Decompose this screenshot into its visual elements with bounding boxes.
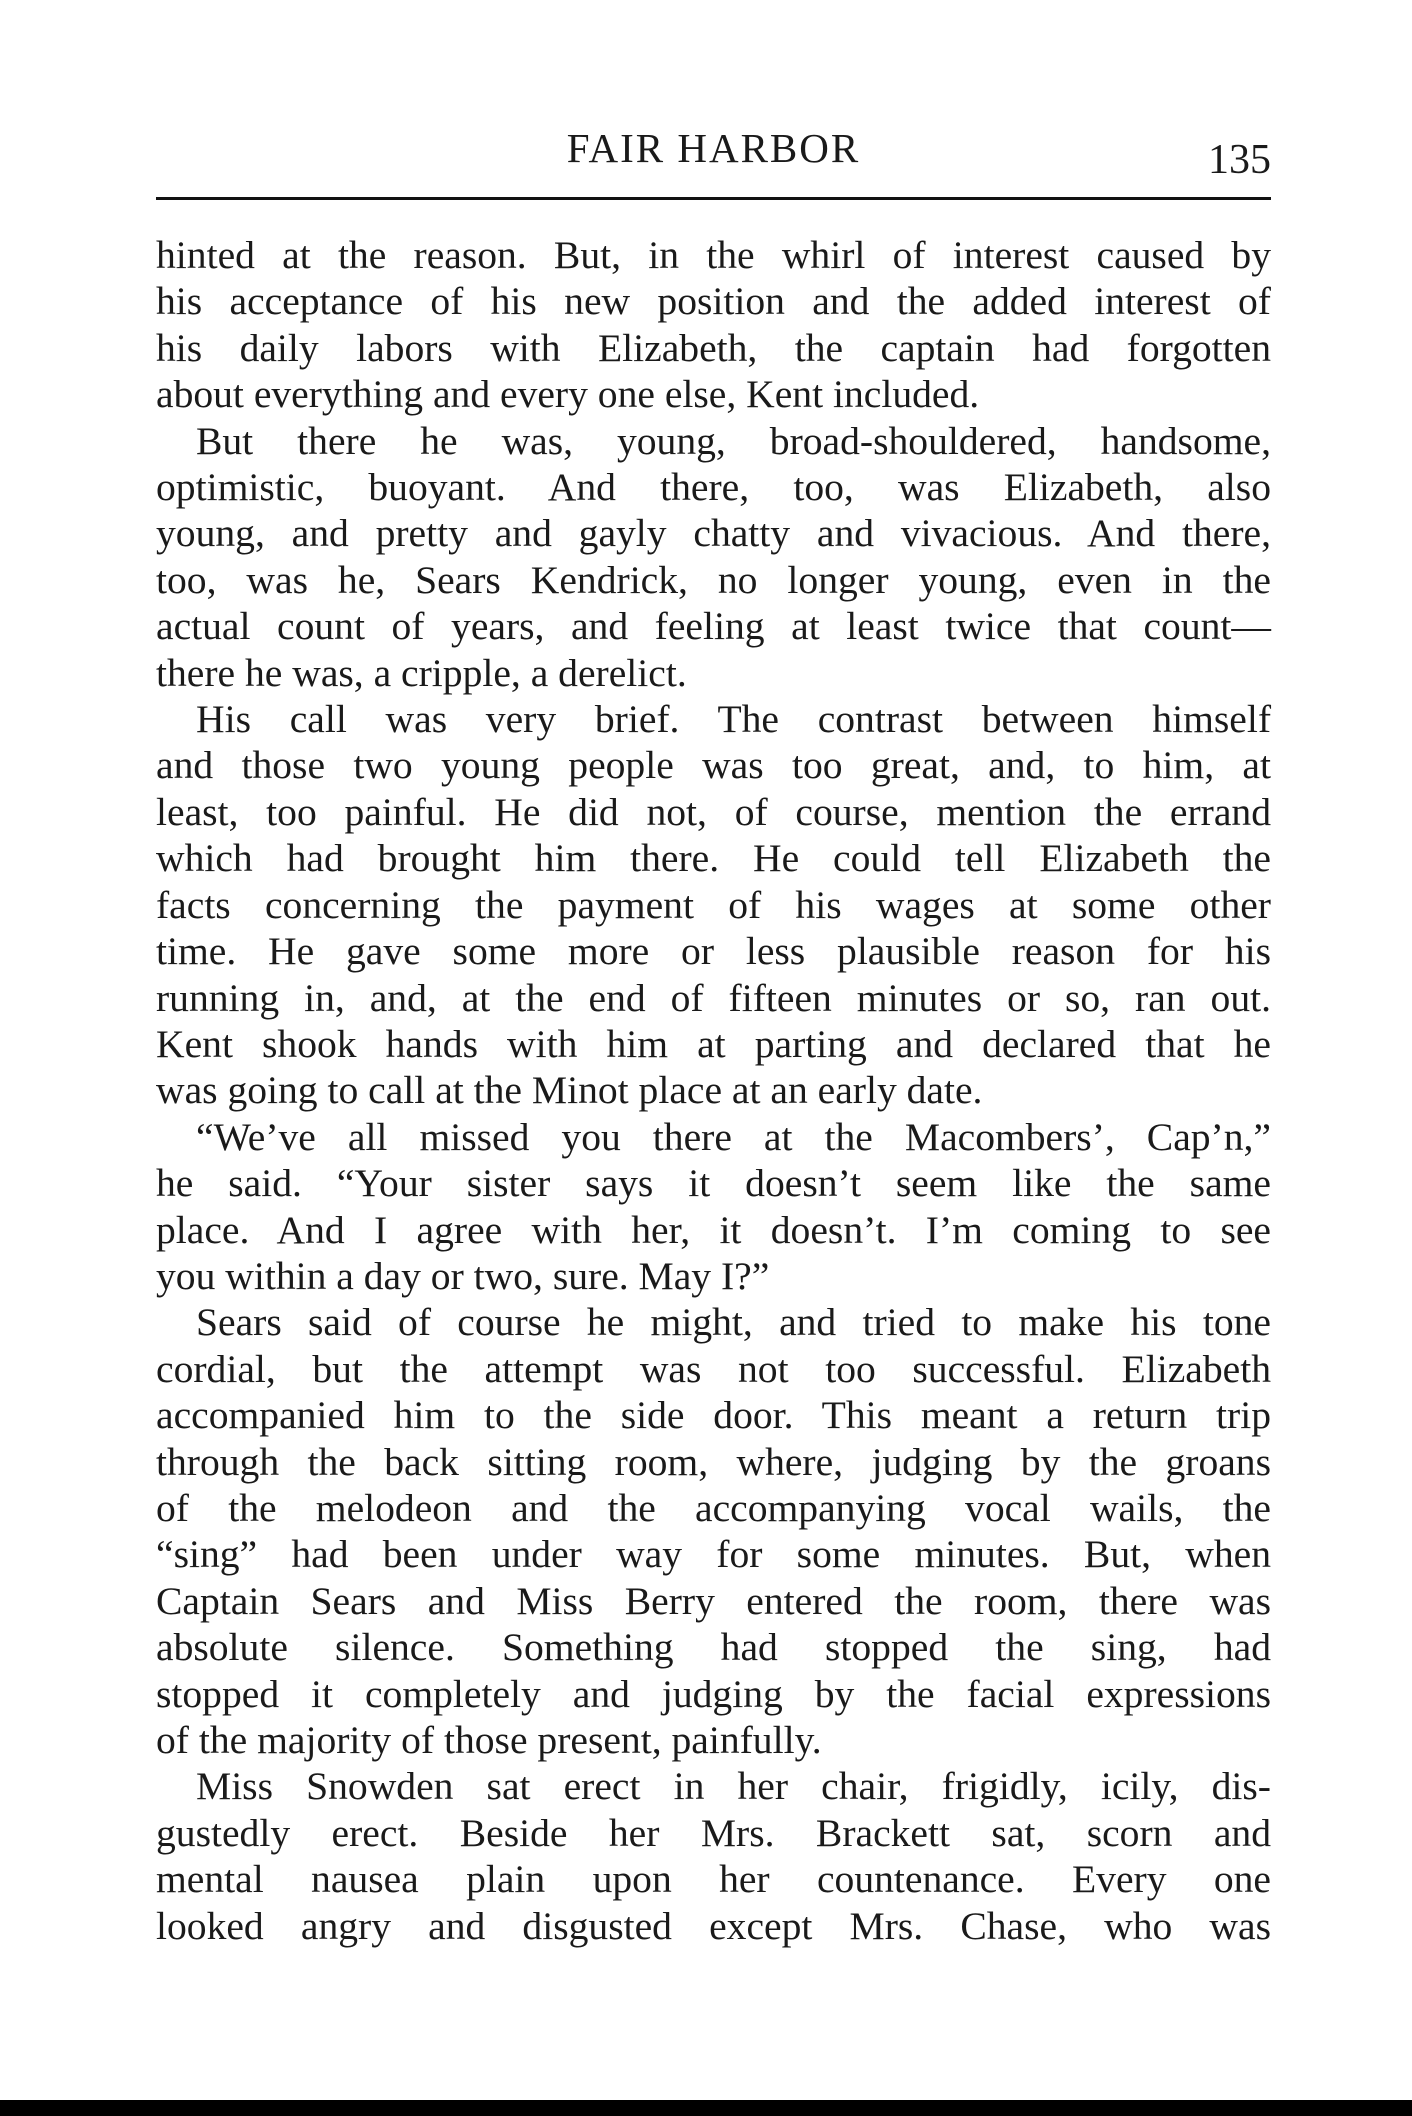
text-line: was going to call at the Minot place at an early date. <box>156 1068 983 1113</box>
text-line: about everything and every one else, Kent included. <box>156 372 980 417</box>
running-title: FAIR HARBOR <box>566 125 861 171</box>
text-line: too, was he, Sears Kendrick, no longer young, even in the <box>156 557 1271 602</box>
text-line: His call was very brief. The contrast between himself <box>196 697 1271 742</box>
running-header <box>156 118 1271 183</box>
text-line: mental nausea plain upon her countenance. Every one <box>156 1857 1271 1902</box>
text-line: running in, and, at the end of fifteen minutes or so, ran out. <box>156 975 1271 1020</box>
header-rule <box>156 197 1271 200</box>
text-line: of the majority of those present, painfully. <box>156 1718 822 1762</box>
text-line: gustedly erect. Beside her Mrs. Brackett sat, scorn and <box>156 1810 1271 1855</box>
text-line: he said. “Your sister says it doesn’t seem like the same <box>156 1161 1271 1206</box>
text-line: optimistic, buoyant. And there, too, was Elizabeth, also <box>156 465 1271 510</box>
body-text <box>156 232 1271 1949</box>
text-line: least, too painful. He did not, of course, mention the errand <box>156 789 1271 834</box>
text-line: Sears said of course he might, and tried to make his tone <box>196 1300 1271 1345</box>
text-line: young, and pretty and gayly chatty and vivacious. And there, <box>156 511 1271 556</box>
text-line: looked angry and disgusted except Mrs. Chase, who was <box>156 1903 1271 1948</box>
text-line: you within a day or two, sure. May I?” <box>156 1253 770 1298</box>
text-line: his daily labors with Elizabeth, the captain had forgotten <box>156 325 1271 370</box>
text-line: Captain Sears and Miss Berry entered the room, there was <box>156 1578 1271 1623</box>
text-line: Kent shook hands with him at parting and declared that he <box>156 1021 1271 1066</box>
text-line: stopped it completely and judging by the facial expressions <box>156 1671 1271 1716</box>
text-line: of the melodeon and the accompanying vocal wails, the <box>156 1485 1271 1530</box>
scan-edge-bar <box>0 2100 1412 2116</box>
text-line: Miss Snowden sat erect in her chair, frigidly, icily, dis- <box>196 1764 1271 1809</box>
text-line: cordial, but the attempt was not too successful. Elizabeth <box>156 1346 1271 1391</box>
text-line: which had brought him there. He could tell Elizabeth the <box>156 836 1271 881</box>
text-line: But there he was, young, broad-shouldered, handsome, <box>196 418 1271 463</box>
text-line: actual count of years, and feeling at least twice that count— <box>156 604 1271 649</box>
text-line: “We’ve all missed you there at the Macombers’, Cap’n,” <box>196 1114 1271 1159</box>
text-line: through the back sitting room, where, judging by the groans <box>156 1439 1271 1484</box>
text-line: accompanied him to the side door. This meant a return trip <box>156 1393 1271 1438</box>
page-number: 135 <box>1208 137 1271 183</box>
text-line: and those two young people was too great, and, to him, at <box>156 743 1271 788</box>
text-line: there he was, a cripple, a derelict. <box>156 650 687 695</box>
text-line: facts concerning the payment of his wages at some other <box>156 882 1271 927</box>
text-line: place. And I agree with her, it doesn’t. I’m coming to see <box>156 1207 1271 1252</box>
text-line: absolute silence. Something had stopped the sing, had <box>156 1625 1271 1670</box>
text-line: time. He gave some more or less plausible reason for his <box>156 929 1271 974</box>
text-line: his acceptance of his new position and the added interest of <box>156 279 1271 324</box>
text-line: hinted at the reason. But, in the whirl of interest caused by <box>156 233 1271 277</box>
text-line: “sing” had been under way for some minutes. But, when <box>156 1532 1271 1577</box>
